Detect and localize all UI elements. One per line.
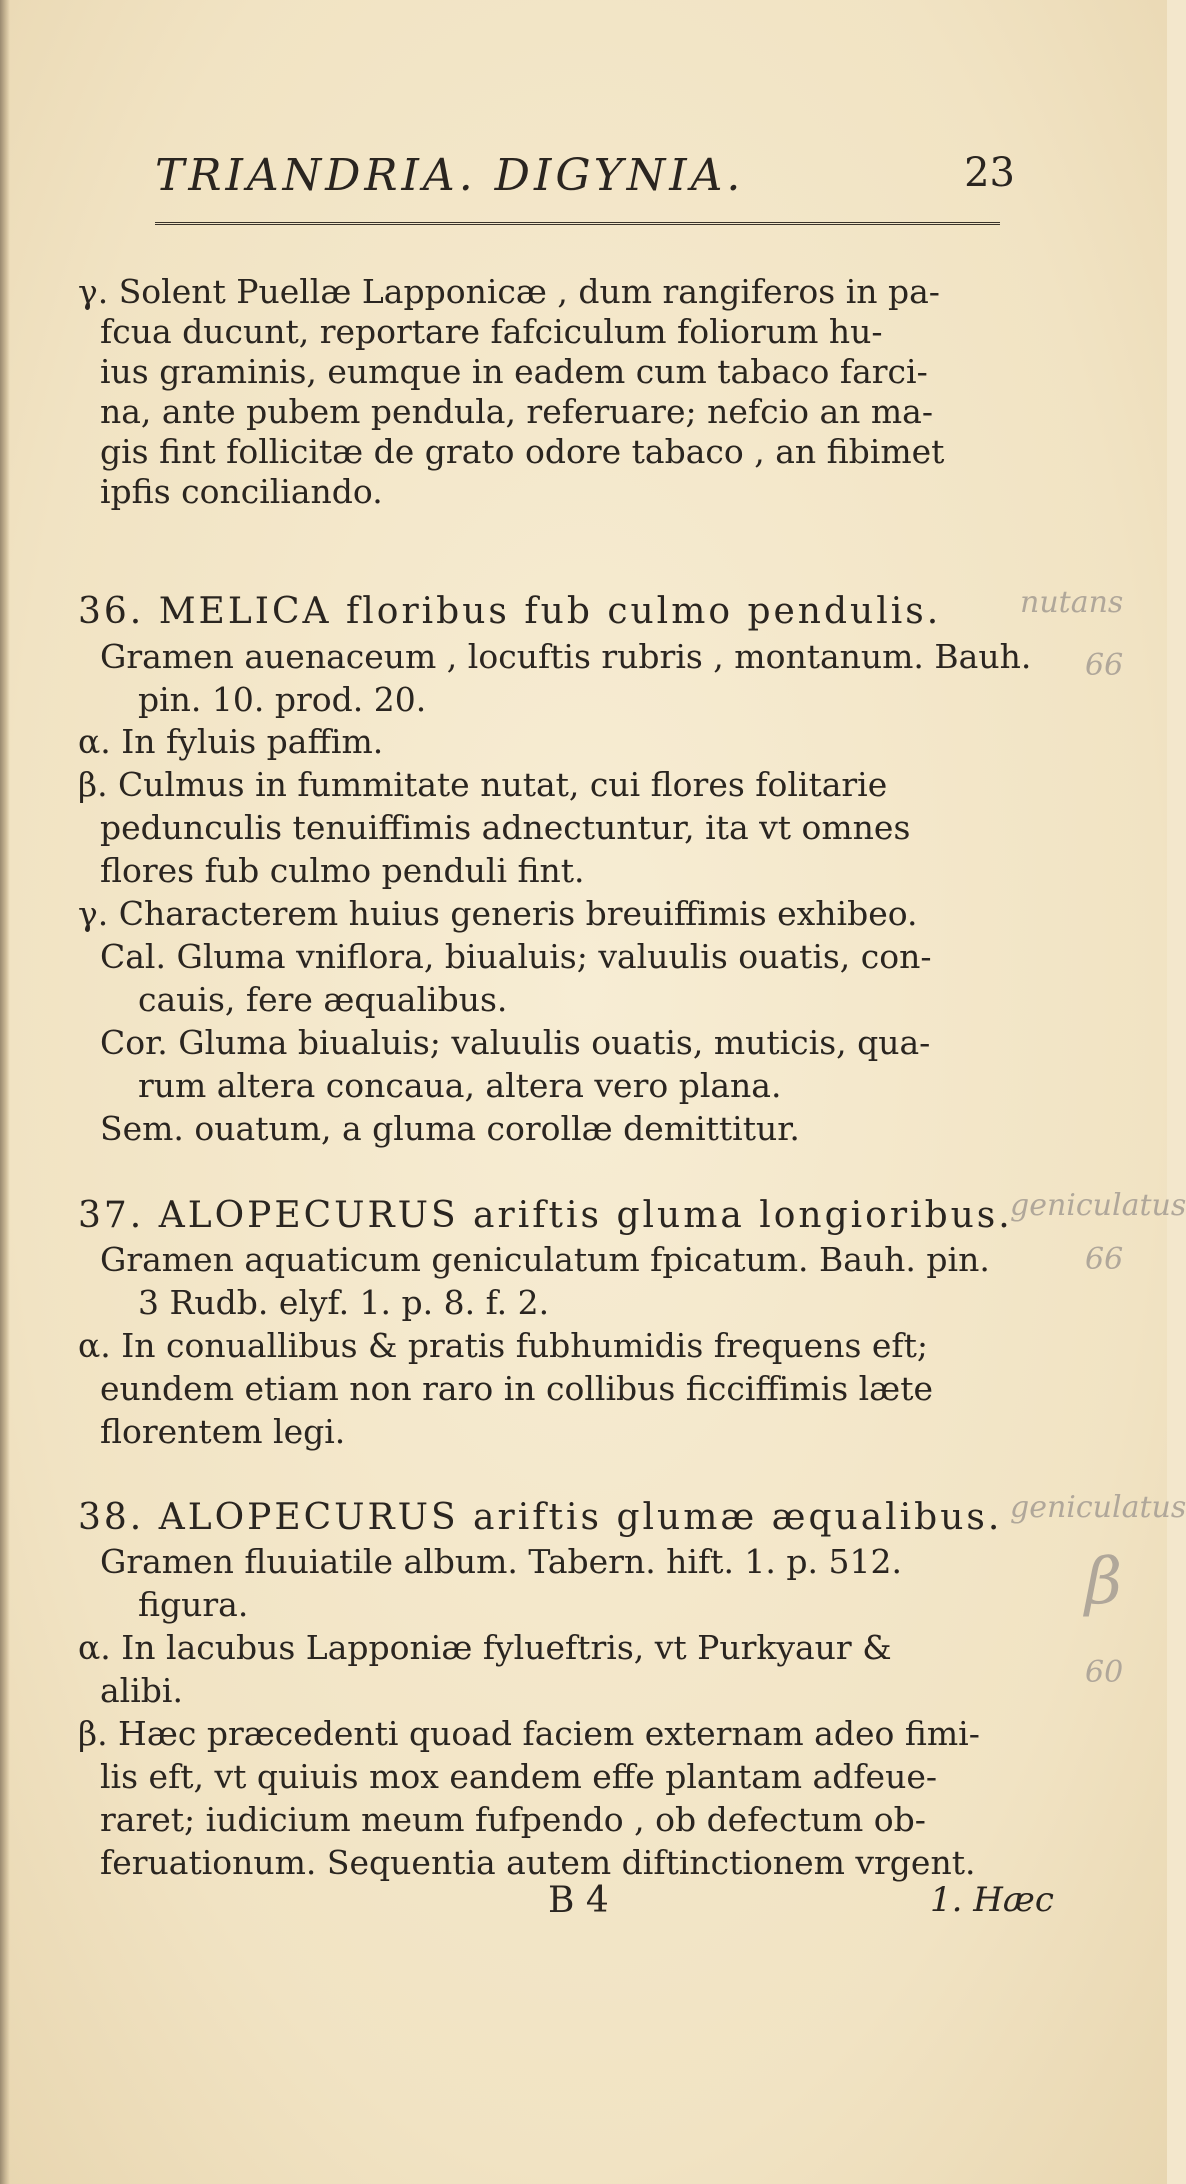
text-line: Gramen fluuiatile album. Tabern. hift. 1. p. 512. [100,1542,902,1581]
text-line: α. In lacubus Lapponiæ fylueftris, vt Purkyaur & [78,1628,892,1667]
text-line: γ. Characterem huius generis breuiffimis exhibeo. [78,894,918,933]
text-line: cauis, fere æqualibus. [138,980,508,1019]
margin-annotation: geniculatus [1010,1490,1186,1525]
text-line: α. In conuallibus & pratis fubhumidis frequens eft; [78,1326,928,1365]
text-line: fcua ducunt, reportare fafciculum foliorum hu- [100,312,883,351]
text-line: ius graminis, eumque in eadem cum tabaco farci- [100,352,928,391]
text-line: raret; iudicium meum fufpendo , ob defectum ob- [100,1800,926,1839]
header-rule [155,222,1000,225]
text-line: Gramen auenaceum , locuftis rubris , montanum. Bauh. [100,637,1032,676]
catchword: 1. Hæc [930,1880,1054,1920]
entry-heading: 36. MELICA floribus fub culmo pendulis. [78,591,942,632]
signature-mark: B 4 [548,1880,609,1921]
entry-heading: 37. ALOPECURUS ariftis gluma longioribus. [78,1195,1013,1236]
running-title: TRIANDRIA. DIGYNIA. [155,150,745,201]
page-header [155,150,1015,210]
margin-annotation: β [1085,1545,1122,1619]
text-line: 3 Rudb. elyf. 1. p. 8. f. 2. [138,1283,550,1322]
margin-annotation: 66 [1085,1242,1124,1277]
text-line: pin. 10. prod. 20. [138,680,427,719]
text-line: ipfis conciliando. [100,472,383,511]
text-line: alibi. [100,1671,183,1710]
text-line: feruationum. Sequentia autem diftinctionem vrgent. [100,1843,976,1882]
margin-annotation: 66 [1085,648,1124,683]
text-line: eundem etiam non raro in collibus ficciffimis læte [100,1369,933,1408]
text-line: Cor. Gluma biualuis; valuulis ouatis, muticis, qua- [100,1023,931,1062]
text-line: rum altera concaua, altera vero plana. [138,1066,782,1105]
text-line: γ. Solent Puellæ Lapponicæ , dum rangiferos in pa- [78,272,940,311]
margin-annotation: geniculatus [1010,1188,1186,1223]
text-line: na, ante pubem pendula, referuare; nefcio an ma- [100,392,934,431]
text-line: Cal. Gluma vniflora, biualuis; valuulis ouatis, con- [100,937,932,976]
text-line: figura. [138,1585,249,1624]
text-line: flores fub culmo penduli fint. [100,851,585,890]
margin-annotation: nutans [1020,585,1124,620]
text-line: pedunculis tenuiffimis adnectuntur, ita vt omnes [100,808,911,847]
page-gutter-shadow [0,0,10,2184]
text-line: β. Hæc præcedenti quoad faciem externam adeo fimi- [78,1714,980,1753]
text-line: α. In fyluis paffim. [78,722,384,761]
text-line: Gramen aquaticum geniculatum fpicatum. Bauh. pin. [100,1240,990,1279]
page-footer [0,1880,1167,1920]
text-line: β. Culmus in fummitate nutat, cui flores folitarie [78,765,888,804]
text-line: Sem. ouatum, a gluma corollæ demittitur. [100,1109,800,1148]
text-line: gis fint follicitæ de grato odore tabaco , an fibimet [100,432,945,471]
margin-annotation: 60 [1085,1655,1124,1690]
page-number: 23 [964,150,1015,196]
text-line: florentem legi. [100,1412,346,1451]
text-line: lis eft, vt quiuis mox eandem effe plantam adfeue- [100,1757,938,1796]
entry-heading: 38. ALOPECURUS ariftis glumæ æqualibus. [78,1497,1003,1538]
